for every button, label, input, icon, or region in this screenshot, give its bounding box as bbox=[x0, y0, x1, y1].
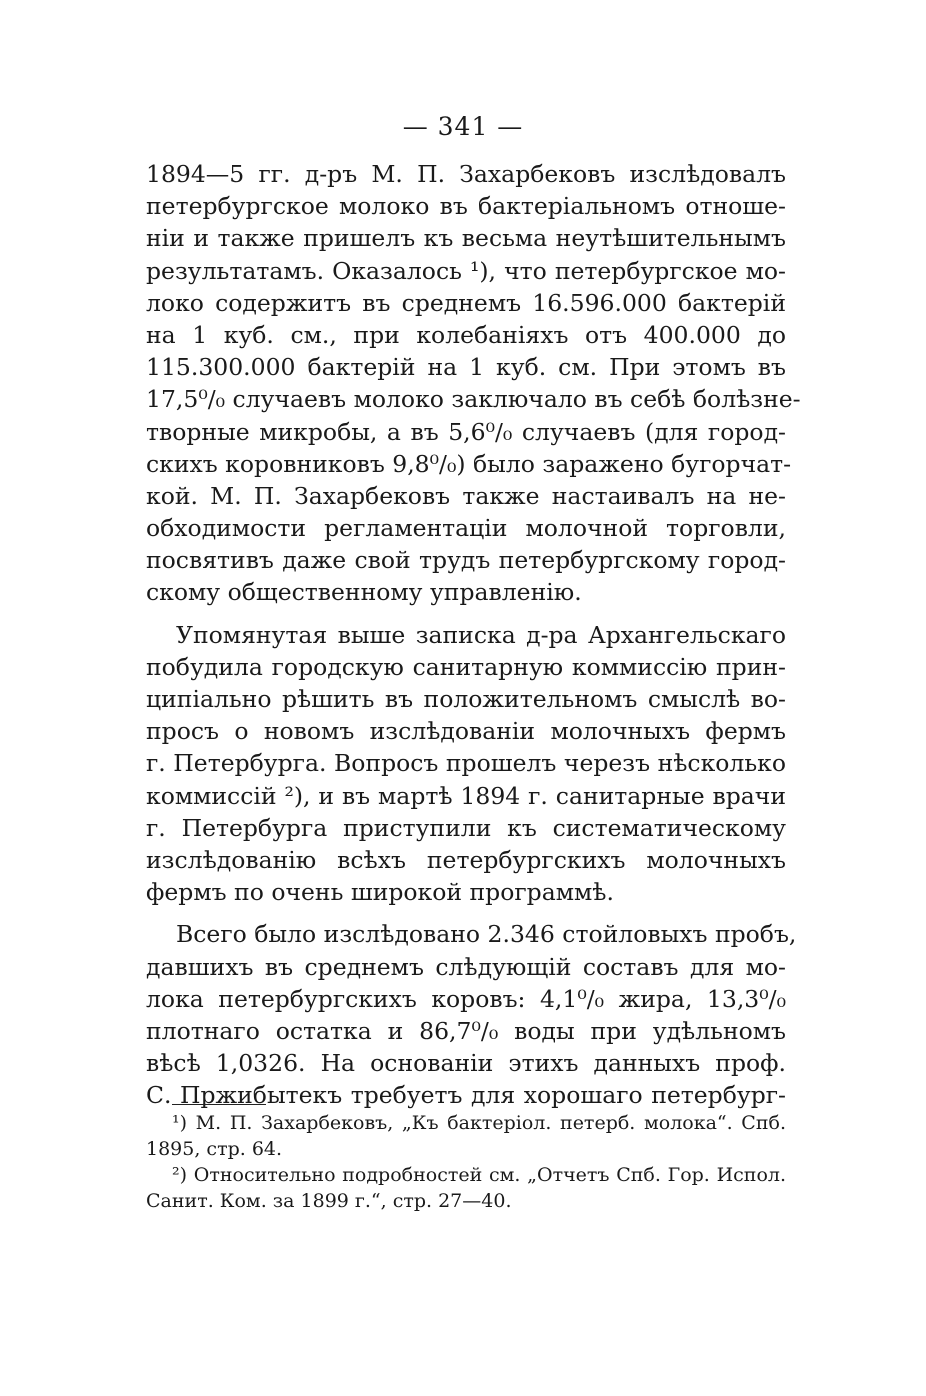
text-line: на 1 куб. см., при колебаніяхъ отъ 400.000 до bbox=[146, 320, 786, 349]
footnote-2 bbox=[146, 1162, 786, 1214]
footnote-line: ²) Относительно подробностей см. „Отчетъ Спб. Гор. Испол. bbox=[172, 1164, 786, 1186]
footnote-line: ¹) М. П. Захарбековъ, „Къ бактеріол. петерб. молока“. Спб. bbox=[172, 1112, 786, 1134]
text-line: 115.300.000 бактерій на 1 куб. см. При этомъ въ bbox=[146, 353, 786, 382]
footnote-1 bbox=[146, 1110, 786, 1162]
text-line: локо содержитъ въ среднемъ 16.596.000 бактерій bbox=[146, 288, 786, 317]
text-line: С. Пржибытекъ требуетъ для хорошаго петербург- bbox=[146, 1081, 786, 1110]
text-line: ніи и также пришелъ къ весьма неутѣшительнымъ bbox=[146, 224, 786, 253]
footnote-divider bbox=[172, 1104, 266, 1105]
paragraph-1 bbox=[146, 158, 801, 609]
text-line: посвятивъ даже свой трудъ петербургскому город- bbox=[146, 546, 786, 575]
text-line: давшихъ въ среднемъ слѣдующій составъ для мо- bbox=[146, 952, 786, 981]
paragraph-gap bbox=[146, 908, 786, 918]
text-line: плотнаго остатка и 86,7⁰/₀ воды при удѣльномъ bbox=[146, 1016, 786, 1045]
text-line: побудила городскую санитарную коммиссію прин- bbox=[146, 652, 786, 681]
text-line: кой. М. П. Захарбековъ также настаивалъ на не- bbox=[146, 481, 786, 510]
footnote-line: Санит. Ком. за 1899 г.“, стр. 27—40. bbox=[146, 1190, 512, 1212]
paragraph-2 bbox=[146, 619, 786, 909]
page-number: — 341 — bbox=[402, 112, 524, 141]
text-line: творные микробы, а въ 5,6⁰/₀ случаевъ (для город- bbox=[146, 417, 786, 446]
text-line: Упомянутая выше записка д-ра Архангельскаго bbox=[176, 620, 786, 649]
text-line: результатамъ. Оказалось ¹), что петербургское мо- bbox=[146, 256, 786, 285]
text-line: петербургское молоко въ бактеріальномъ отноше- bbox=[146, 192, 786, 221]
main-text bbox=[146, 158, 801, 1111]
text-line: г. Петербурга. Вопросъ прошелъ черезъ нѣсколько bbox=[146, 749, 786, 778]
text-line: 1894—5 гг. д-ръ М. П. Захарбековъ изслѣдовалъ bbox=[146, 160, 786, 188]
text-line: обходимости регламентаціи молочной торговли, bbox=[146, 514, 786, 543]
paragraph-3 bbox=[146, 918, 797, 1111]
text-line: вѣсѣ 1,0326. На основаніи этихъ данныхъ проф. bbox=[146, 1049, 786, 1078]
text-line: изслѣдованію всѣхъ петербургскихъ молочныхъ bbox=[146, 845, 786, 874]
text-line: скому общественному управленію. bbox=[146, 578, 582, 607]
text-line: лока петербургскихъ коровъ: 4,1⁰/₀ жира, 13,3⁰/₀ bbox=[146, 984, 786, 1013]
paragraph-gap bbox=[146, 609, 786, 619]
text-line: 17,5⁰/₀ случаевъ молоко заключало въ себѣ болѣзне- bbox=[146, 385, 801, 414]
text-line: скихъ коровниковъ 9,8⁰/₀) было заражено бугорчат- bbox=[146, 449, 792, 478]
text-line: Всего было изслѣдовано 2.346 стойловыхъ пробъ, bbox=[176, 920, 797, 949]
footnote-line: 1895, стр. 64. bbox=[146, 1138, 283, 1160]
text-line: ципіально рѣшить въ положительномъ смыслѣ во- bbox=[146, 685, 786, 713]
text-line: коммиссій ²), и въ мартѣ 1894 г. санитарные врачи bbox=[146, 781, 786, 810]
text-line: г. Петербурга приступили къ систематическому bbox=[146, 813, 786, 842]
text-line: просъ о новомъ изслѣдованіи молочныхъ фермъ bbox=[146, 717, 786, 746]
footnotes bbox=[146, 1110, 786, 1214]
text-line: фермъ по очень широкой программѣ. bbox=[146, 878, 614, 907]
